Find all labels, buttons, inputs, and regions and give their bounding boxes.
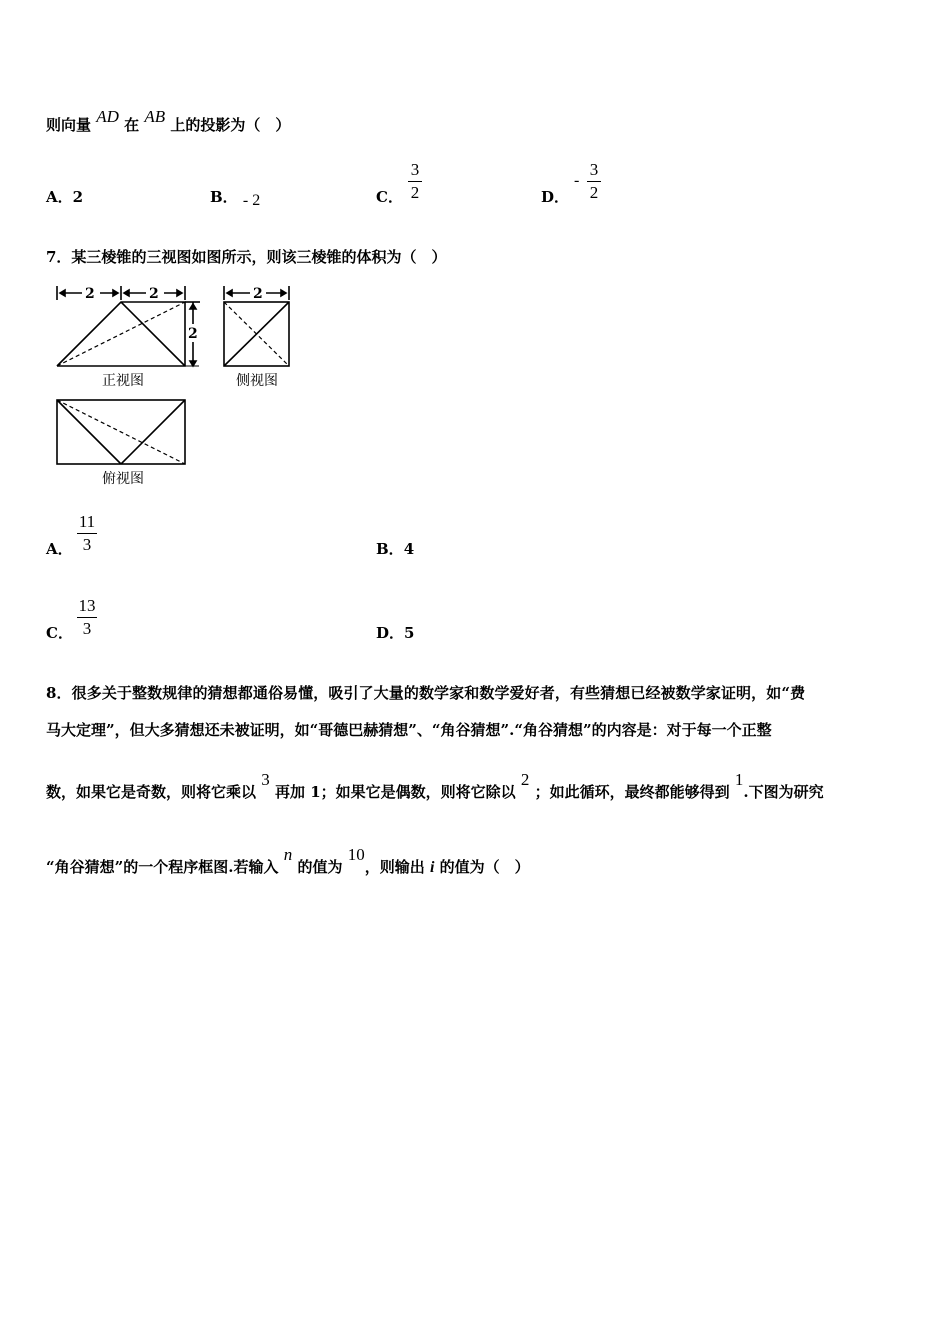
q6-stem [46, 107, 291, 135]
option-value: 2 [72, 188, 84, 206]
option-label: A． [46, 188, 73, 206]
q8-text: ，则输出 [364, 858, 425, 876]
denominator: 3 [82, 619, 92, 638]
option-value: 4 [403, 540, 415, 558]
q8-text: ；如此循环，最终都能够得到 [534, 783, 730, 801]
q8-line-4 [46, 845, 530, 877]
q8-line-1: 8．很多关于整数规律的猜想都通俗易懂，吸引了大量的数学家和数学爱好者，有些猜想已经被数学家证明，如“费 [46, 684, 806, 702]
variable-n: n [283, 845, 293, 864]
number-1: 1 [734, 770, 744, 789]
q6-option-d-label[interactable]: D． [541, 188, 570, 206]
q6-option-b[interactable] [210, 186, 260, 207]
q6-stem-prefix: 则向量 [46, 116, 92, 134]
numerator: 3 [410, 160, 420, 179]
q6-stem-suffix: 上的投影为（ ） [170, 116, 291, 134]
q7-option-d[interactable] [376, 622, 414, 643]
numerator: 11 [78, 512, 96, 531]
q7-option-b[interactable] [376, 538, 414, 559]
denominator: 2 [589, 183, 599, 202]
option-label: B． [376, 540, 404, 558]
vector-ad: AD [96, 107, 119, 126]
option-value: 5 [404, 624, 415, 642]
option-label: D． [376, 624, 405, 642]
q8-text: .下图为研究 [743, 783, 824, 801]
fraction-bar [77, 533, 97, 534]
denominator: 3 [82, 535, 92, 554]
dim-front-height: 2 [188, 326, 198, 342]
fraction-bar [408, 181, 422, 182]
q8-text: “角谷猜想”的一个程序框图.若输入 [46, 858, 279, 876]
q7-option-c-fraction [77, 596, 97, 639]
q6-option-d-fraction [587, 160, 601, 203]
dim-side-width: 2 [253, 286, 263, 302]
q8-text: 再加 1；如果它是偶数，则将它除以 [274, 783, 516, 801]
option-value: - 2 [242, 192, 261, 209]
q7-option-a-label[interactable]: A． [46, 540, 73, 558]
fraction-bar [587, 181, 601, 182]
number-3: 3 [261, 770, 270, 789]
dim-front-left: 2 [85, 286, 95, 302]
q8-text: 的值为 [297, 858, 343, 876]
vector-ab: AB [144, 107, 166, 126]
three-view-figure [44, 282, 304, 492]
q7-option-a-fraction [77, 512, 97, 555]
dim-front-right: 2 [149, 286, 159, 302]
option-label: B． [210, 188, 238, 206]
numerator: 3 [589, 160, 599, 179]
q8-line-3 [46, 770, 824, 802]
top-view-caption: 俯视图 [102, 471, 144, 487]
q8-text: 数，如果它是奇数，则将它乘以 [46, 783, 257, 801]
q6-option-a[interactable] [46, 186, 83, 207]
front-view-caption: 正视图 [102, 373, 144, 389]
q6-stem-mid: 在 [124, 116, 140, 134]
side-view-caption: 侧视图 [236, 373, 278, 389]
number-10: 10 [347, 845, 365, 864]
q6-option-c-label[interactable]: C． [376, 188, 403, 206]
q6-option-d-sign: - [574, 172, 580, 189]
fraction-bar [77, 617, 97, 618]
denominator: 2 [410, 183, 420, 202]
variable-i: i [429, 859, 435, 876]
q8-line-2: 马大定理”，但大多猜想还未被证明，如“哥德巴赫猜想”、“角谷猜想”.“角谷猜想”的内容是：对于每一个正整 [46, 721, 772, 739]
q7-stem: 7．某三棱锥的三视图如图所示，则该三棱锥的体积为（ ） [46, 248, 447, 266]
q8-text: 的值为（ ） [439, 858, 530, 876]
q7-option-c-label[interactable]: C． [46, 624, 73, 642]
numerator: 13 [78, 596, 96, 615]
q6-option-c-fraction [408, 160, 422, 203]
number-2: 2 [520, 770, 530, 789]
